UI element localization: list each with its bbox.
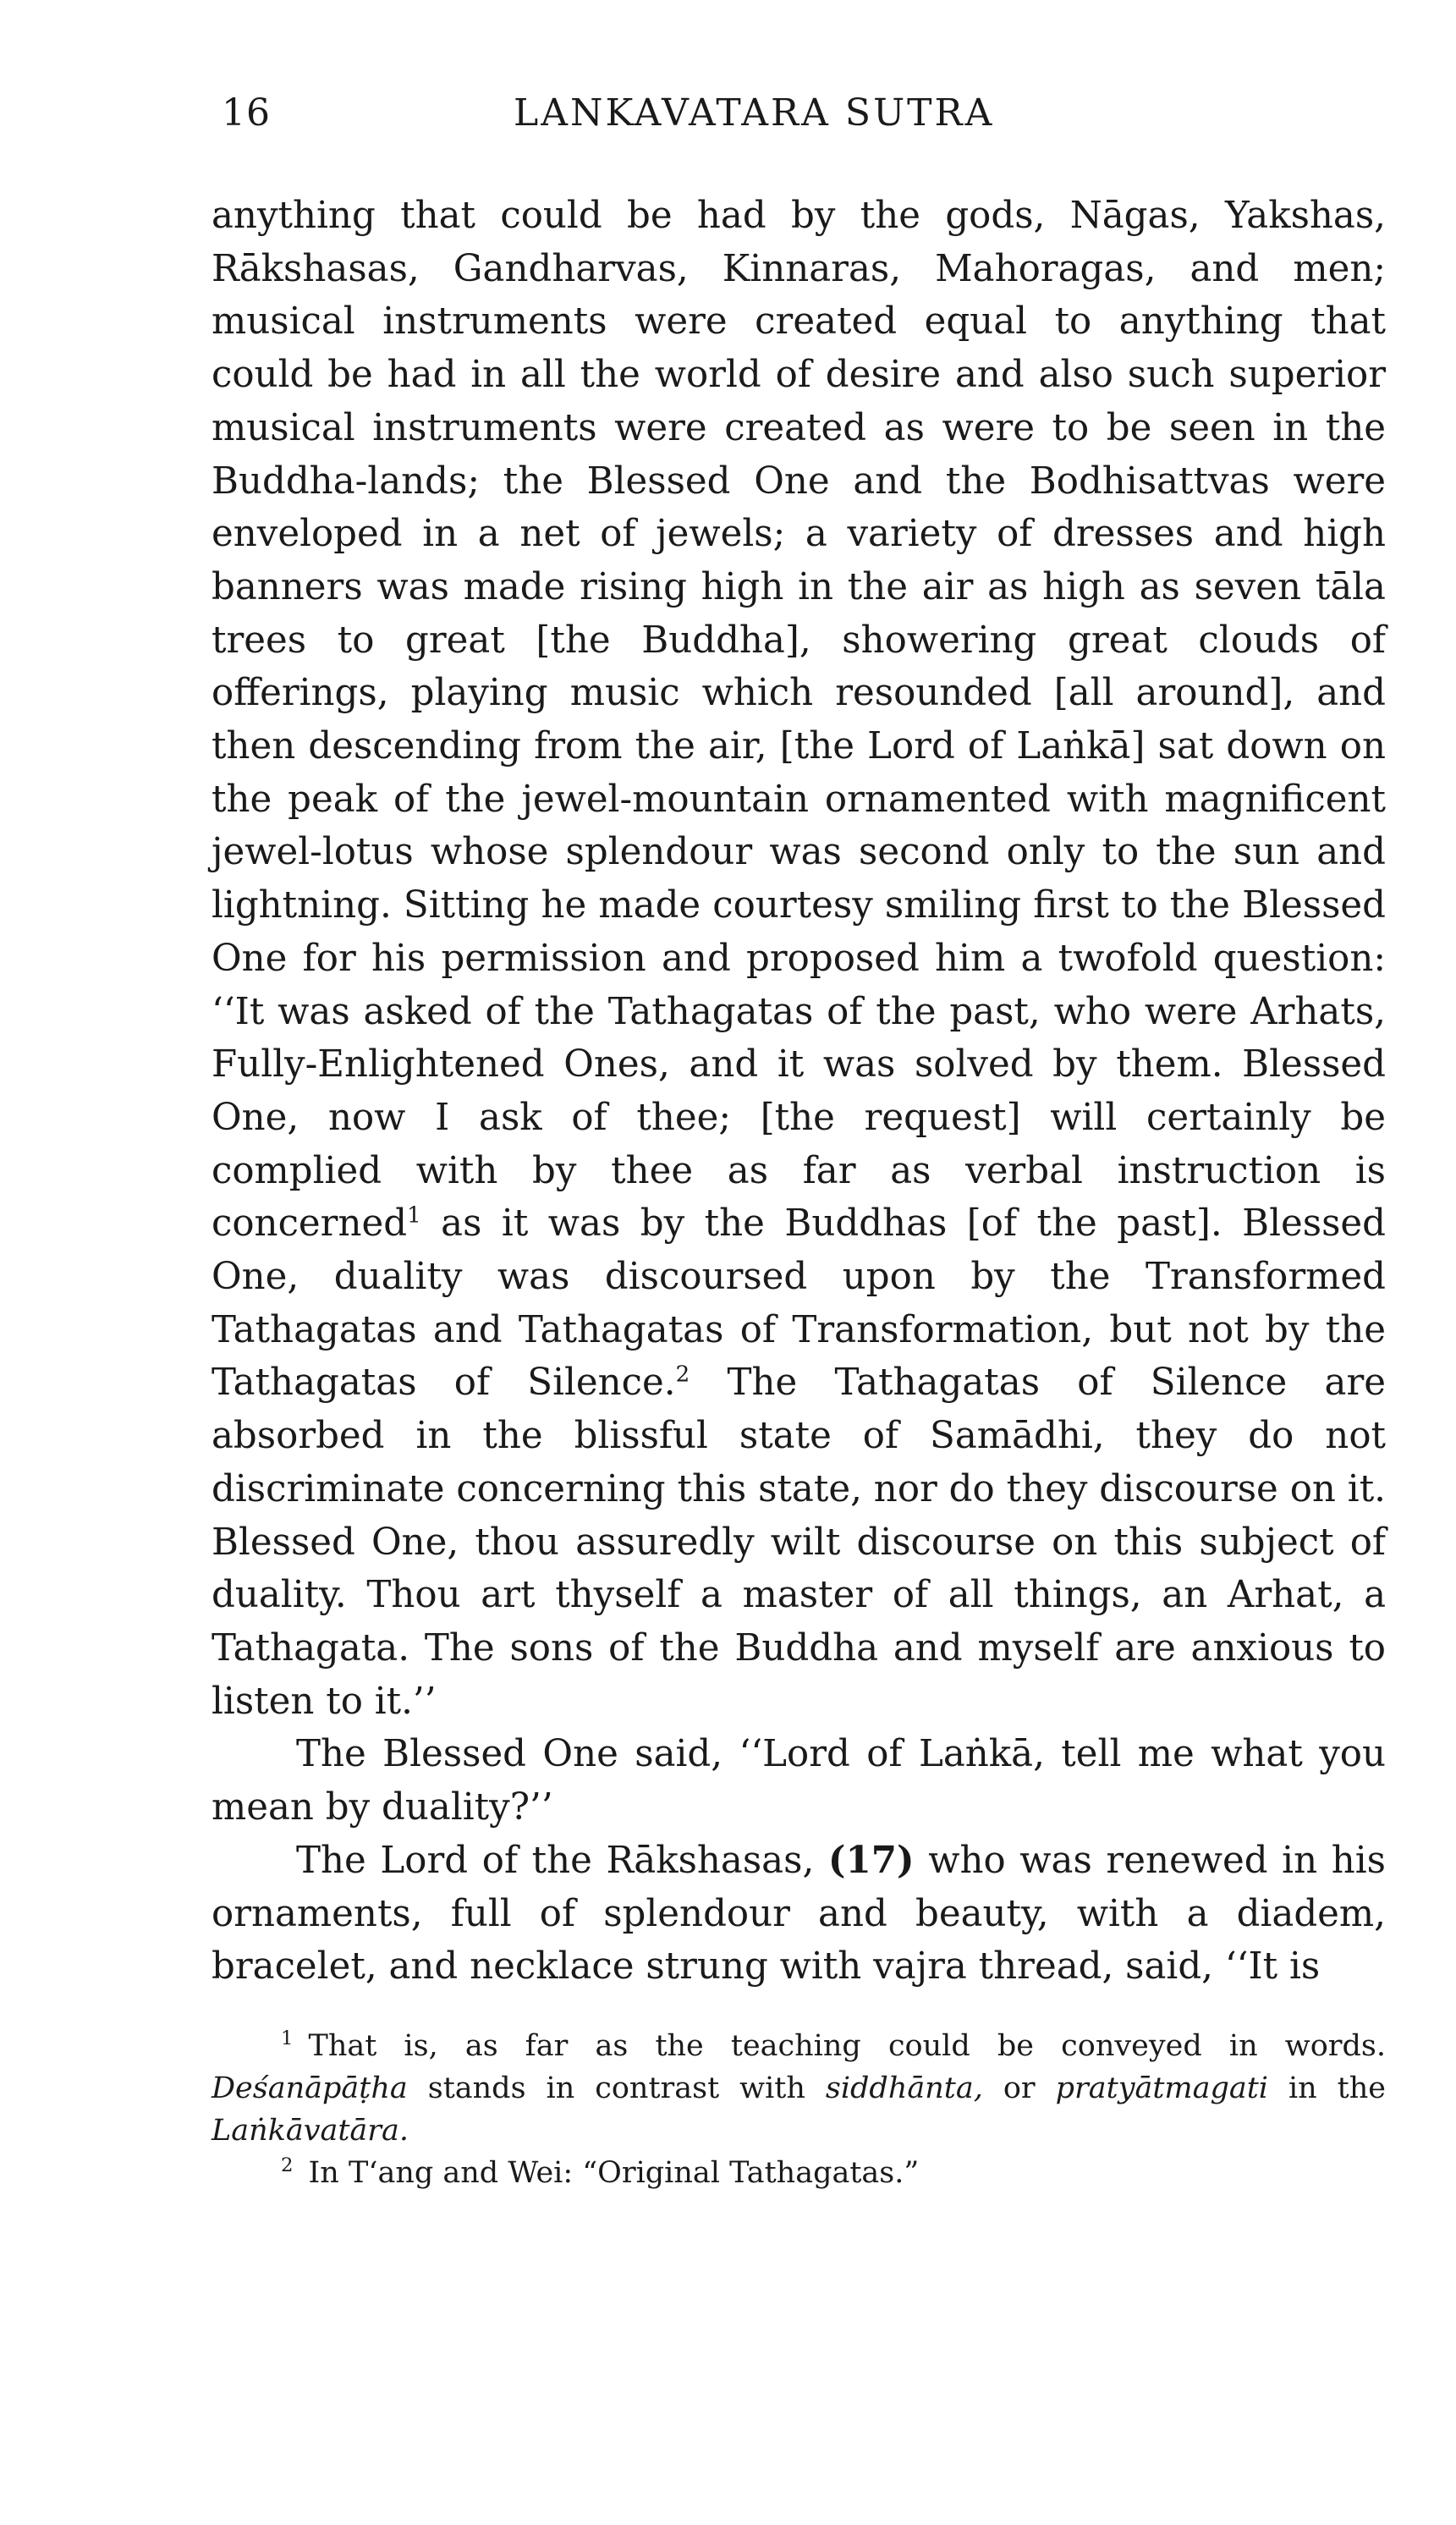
page-number: 16 bbox=[222, 91, 271, 135]
paragraph-1-text-a: anything that could be had by the gods, Nāgas, Yakshas, Rākshasas, Gandharvas, Kinnaras, Mahoragas, and men; musical instruments were created equal to anything that could be had in all the world of desire and also such superior musical instruments were created as were to be seen in the Buddha-lands; the Blessed One and the Bodhisattvas were enveloped in a net of jewels; a variety of dresses and high banners was made rising high in the air as high as seven tāla trees to great [the Buddha], showering great clouds of offerings, playing music which resounded [all around], and then descending from the air, [the Lord of Laṅkā] sat down on the peak of the jewel-mountain ornamented with magnificent jewel-lotus whose splendour was second only to the sun and lightning. Sitting he made courtesy smiling first to the Blessed One for his permission and proposed him a twofold question: ‘‘It was asked of the Tathagatas of the past, who were Arhats, Fully-Enlightened Ones, and it was solved by them. Blessed One, now I ask of thee; [the request] will certainly be complied with by thee as far as verbal instruction is concerned bbox=[212, 195, 1386, 1246]
footnote-ref-2: 2 bbox=[675, 1362, 690, 1388]
main-text bbox=[212, 190, 1386, 1994]
footnote-1-term-1: Deśanāpāṭha bbox=[212, 2071, 408, 2105]
paragraph-1-text-c: The Tathagatas of Silence are absorbed in the blissful state of Samādhi, they do not discriminate concerning this state, nor do they discourse on it. Blessed One, thou assuredly wilt discourse on this subject of duality. Thou art thyself a master of all things, an Arhat, a Tathagata. The sons of the Buddha and myself are anxious to listen to it.’’ bbox=[212, 1362, 1386, 1723]
footnote-1-text-b: stands in contrast with bbox=[407, 2071, 826, 2105]
footnote-2-text: In T‘ang and Wei: “Original Tathagatas.” bbox=[308, 2156, 920, 2190]
original-page-marker: (17) bbox=[827, 1838, 915, 1882]
footnote-1-term-2: siddhānta, bbox=[825, 2071, 983, 2105]
footnote-1-text-c: or bbox=[982, 2071, 1056, 2105]
footnote-1-text-a: That is, as far as the teaching could be conveyed in words. bbox=[308, 2029, 1386, 2063]
footnotes bbox=[212, 2025, 1386, 2194]
paragraph-3 bbox=[212, 1835, 1386, 1994]
footnote-1-text-d: in the bbox=[1267, 2071, 1386, 2105]
footnote-1-number: 1 bbox=[281, 2027, 294, 2050]
footnote-2 bbox=[212, 2152, 1386, 2194]
paragraph-1-text-b: as it was by the Buddhas [of the past]. Blessed One, duality was discoursed upon by the Transformed Tathagatas and Tathagatas of Transformation, but not by the Tathagatas of Silence. bbox=[212, 1202, 1386, 1405]
footnote-ref-1: 1 bbox=[407, 1202, 421, 1229]
footnote-2-number: 2 bbox=[281, 2154, 294, 2177]
paragraph-3-text-a: The Lord of the Rākshasas, bbox=[296, 1839, 828, 1882]
paragraph-1 bbox=[212, 190, 1386, 1728]
footnote-1-term-3: pratyātmagati bbox=[1055, 2071, 1268, 2105]
footnote-1 bbox=[212, 2025, 1386, 2152]
running-title: LANKAVATARA SUTRA bbox=[514, 91, 995, 135]
footnote-1-term-4: Laṅkāvatāra. bbox=[212, 2114, 409, 2148]
paragraph-3-text-b: who was renewed in his ornaments, full of splendour and beauty, with a diadem, bracelet, and necklace strung with vajra thread, said, ‘‘It is bbox=[212, 1839, 1386, 1989]
paragraph-2: The Blessed One said, ‘‘Lord of Laṅkā, tell me what you mean by duality?’’ bbox=[212, 1733, 1386, 1829]
page-header bbox=[212, 91, 1386, 142]
